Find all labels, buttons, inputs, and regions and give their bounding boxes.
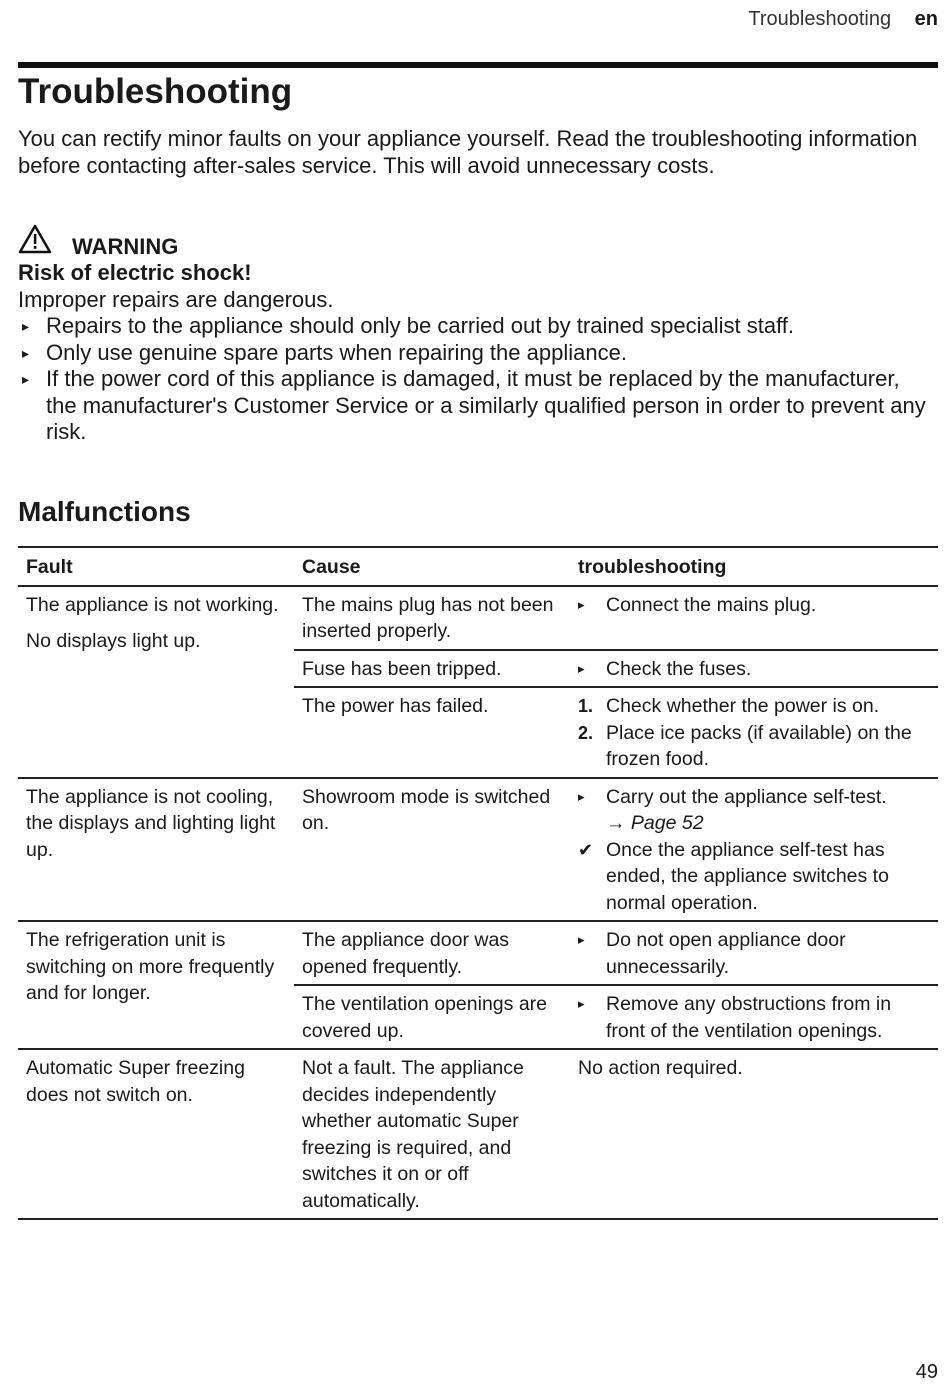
arrow-bullet-icon: ▸ bbox=[578, 932, 585, 947]
column-header-cause: Cause bbox=[294, 547, 570, 586]
page-reference-arrow-icon: → bbox=[606, 812, 631, 834]
header-section: Troubleshooting bbox=[748, 8, 892, 30]
list-item: ▸ If the power cord of this appliance is damaged, it must be replaced by the manufacturer, the manufacturer's Customer Service or a similarly qualified person in order to prevent any risk. bbox=[22, 366, 926, 444]
cause-cell: The ventilation openings are covered up. bbox=[294, 985, 570, 1049]
warning-heading: Risk of electric shock! bbox=[18, 260, 252, 285]
arrow-bullet-icon: ▸ bbox=[22, 344, 30, 361]
table-row bbox=[18, 778, 938, 922]
fault-cell: The appliance is not cooling, the displays and lighting light up. bbox=[18, 778, 294, 922]
header-rule bbox=[18, 62, 938, 68]
table-header-row bbox=[18, 547, 938, 586]
action-cell: ▸ Connect the mains plug. bbox=[570, 586, 938, 650]
page-title: Troubleshooting bbox=[18, 72, 293, 111]
cause-cell: The appliance door was opened frequently. bbox=[294, 921, 570, 985]
cause-cell: The power has failed. bbox=[294, 687, 570, 778]
action-cell: No action required. bbox=[570, 1049, 938, 1219]
warning-triangle-icon bbox=[18, 224, 52, 261]
header-language: en bbox=[914, 8, 938, 30]
arrow-bullet-icon: ▸ bbox=[578, 660, 585, 676]
list-item: ▸ Repairs to the appliance should only be carried out by trained specialist staff. bbox=[22, 313, 795, 338]
arrow-bullet-icon: ▸ bbox=[578, 788, 585, 804]
page-number: 49 bbox=[915, 1361, 938, 1383]
fault-cell: The appliance is not working. No displays light up. bbox=[26, 593, 279, 652]
action-cell: ▸ Check the fuses. bbox=[570, 650, 938, 688]
intro-text: You can rectify minor faults on your appliance yourself. Read the troubleshooting information before contacting after-sales service. This will avoid unnecessary costs. bbox=[18, 126, 918, 178]
action-cell: 1. Check whether the power is on. 2. Place ice packs (if available) on the frozen food. bbox=[570, 687, 938, 778]
arrow-bullet-icon: ▸ bbox=[578, 996, 585, 1011]
page-header bbox=[748, 8, 938, 31]
arrow-bullet-icon: ▸ bbox=[22, 371, 30, 387]
warning-label: WARNING bbox=[72, 233, 179, 259]
table-row bbox=[18, 921, 938, 985]
warning-list bbox=[18, 313, 928, 446]
fault-cell: The refrigeration unit is switching on more frequently and for longer. bbox=[18, 921, 294, 1049]
checkmark-icon: ✔ bbox=[578, 839, 594, 860]
warning-block bbox=[18, 230, 928, 446]
step-number: 1. bbox=[578, 696, 594, 716]
action-cell: ▸ Remove any obstructions from in front of the ventilation openings. bbox=[570, 985, 938, 1049]
cause-cell: Not a fault. The appliance decides independently whether automatic Super freezing is required, and switches it on or off automatically. bbox=[294, 1049, 570, 1219]
warning-text: Improper repairs are dangerous. bbox=[18, 286, 334, 312]
arrow-bullet-icon: ▸ bbox=[578, 596, 585, 612]
column-header-fault: Fault bbox=[18, 547, 294, 586]
step-number: 2. bbox=[578, 722, 594, 743]
malfunctions-table bbox=[18, 546, 938, 1220]
section-heading-malfunctions: Malfunctions bbox=[18, 496, 191, 527]
cause-cell: Fuse has been tripped. bbox=[294, 650, 570, 688]
table-row bbox=[18, 1049, 938, 1219]
page-reference-link[interactable]: Page 52 bbox=[630, 812, 704, 834]
cause-cell: Showroom mode is switched on. bbox=[294, 778, 570, 922]
fault-cell: Automatic Super freezing does not switch on. bbox=[18, 1049, 294, 1219]
action-cell: ▸ Carry out the appliance self-test. → Page 52 ✔ Once the appliance self-test has ended, the appliance switches to normal operation. bbox=[570, 778, 938, 922]
arrow-bullet-icon: ▸ bbox=[22, 318, 30, 334]
column-header-troubleshooting: troubleshooting bbox=[570, 547, 938, 586]
cause-cell: The mains plug has not been inserted properly. bbox=[302, 593, 554, 642]
list-item: ▸ Only use genuine spare parts when repairing the appliance. bbox=[22, 339, 627, 365]
action-cell: ▸ Do not open appliance door unnecessarily. bbox=[570, 921, 938, 985]
table-row bbox=[18, 586, 938, 650]
